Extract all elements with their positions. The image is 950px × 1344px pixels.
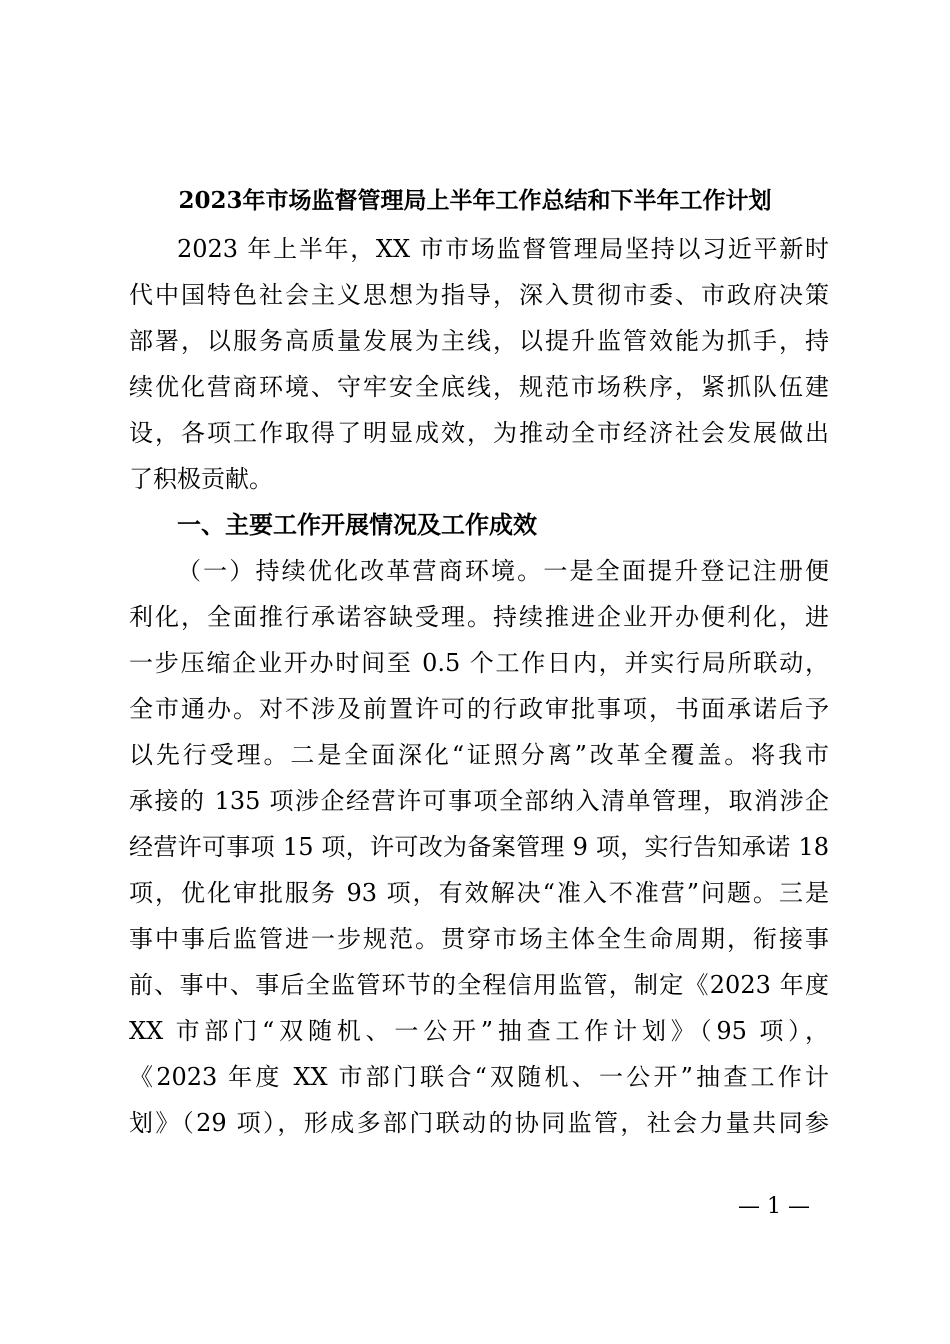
intro-line: 续优化营商环境、守牢安全底线，规范市场秩序，紧抓队伍建: [129, 373, 829, 401]
body-line: 划》（29 项），形成多部门联动的协同监管，社会力量共同参: [129, 1109, 829, 1137]
body-line: 事中事后监管进一步规范。贯穿市场主体全生命周期，衔接事: [129, 925, 829, 953]
body-line: 经营许可事项 15 项，许可改为备案管理 9 项，实行告知承诺 18: [129, 833, 829, 861]
body-line: 以先行受理。二是全面深化“证照分离”改革全覆盖。将我市: [129, 741, 829, 769]
intro-line: 代中国特色社会主义思想为指导，深入贯彻市委、市政府决策: [129, 281, 829, 309]
body-line: （一）持续优化改革营商环境。一是全面提升登记注册便: [177, 557, 829, 585]
intro-line: 2023 年上半年，XX 市市场监督管理局坚持以习近平新时: [177, 235, 829, 263]
body-line: 承接的 135 项涉企经营许可事项全部纳入清单管理，取消涉企: [129, 787, 829, 815]
body-line: 利化，全面推行承诺容缺受理。持续推进企业开办便利化，进: [129, 603, 829, 631]
body-line: 项，优化审批服务 93 项，有效解决“准入不准营”问题。三是: [129, 879, 829, 907]
body-line: XX 市部门“双随机、一公开”抽查工作计划》（95 项），: [129, 1017, 829, 1045]
intro-line: 了积极贡献。: [129, 465, 273, 493]
section-heading: 一、主要工作开展情况及工作成效: [177, 511, 537, 539]
page-number: — 1 —: [738, 1194, 810, 1219]
body-line: 全市通办。对不涉及前置许可的行政审批事项，书面承诺后予: [129, 695, 829, 723]
body-line: 前、事中、事后全监管环节的全程信用监管，制定《2023 年度: [129, 971, 829, 999]
body-line: 《2023 年度 XX 市部门联合“双随机、一公开”抽查工作计: [129, 1063, 829, 1091]
intro-line: 部署，以服务高质量发展为主线，以提升监管效能为抓手，持: [129, 327, 829, 355]
body-line: 一步压缩企业开办时间至 0.5 个工作日内，并实行局所联动，: [129, 649, 829, 677]
intro-line: 设，各项工作取得了明显成效，为推动全市经济社会发展做出: [129, 419, 829, 447]
document-title: 2023年市场监督管理局上半年工作总结和下半年工作计划: [178, 187, 772, 214]
